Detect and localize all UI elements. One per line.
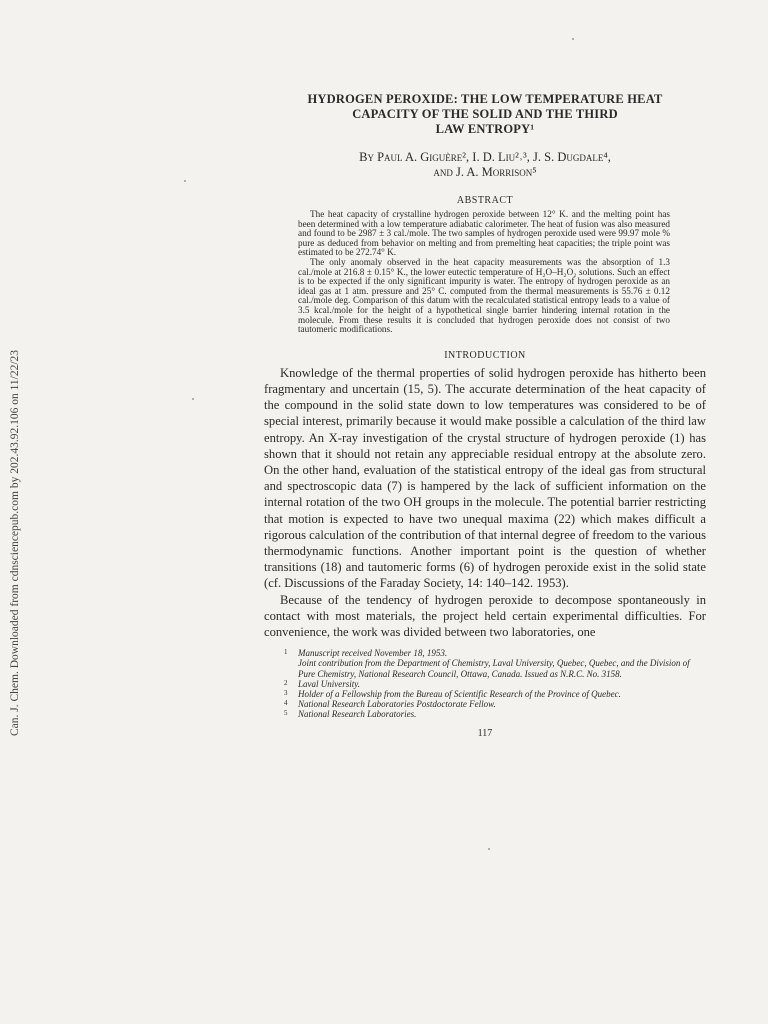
- introduction-heading: INTRODUCTION: [444, 349, 526, 361]
- footnotes: [264, 648, 706, 719]
- footnote-text: National Research Laboratories Postdoctorate Fellow.: [298, 699, 496, 710]
- author-line: and J. A. Morrison⁵: [433, 165, 537, 179]
- title-line: CAPACITY OF THE SOLID AND THE THIRD: [352, 107, 618, 121]
- footnote-text: Joint contribution from the Department of Chemistry, Laval University, Quebec, Quebec, and the Division of Pure Chemistry, National Research Council, Ottawa, Canada. Issued as N.R.C. No. 3158.: [298, 658, 690, 679]
- footnote-text: Laval University.: [298, 678, 360, 689]
- scan-speck: [488, 848, 490, 850]
- footnote-text: Holder of a Fellowship from the Bureau of Scientific Research of the Province of Quebec.: [298, 688, 621, 699]
- footnote: [264, 699, 706, 709]
- title-line: LAW ENTROPY¹: [435, 122, 535, 136]
- title-line: HYDROGEN PEROXIDE: THE LOW TEMPERATURE HEAT: [307, 92, 663, 106]
- paper-page: [264, 92, 706, 739]
- introduction-body: [264, 365, 706, 640]
- scan-speck: [184, 180, 186, 182]
- body-paragraph: Knowledge of the thermal properties of solid hydrogen peroxide has hitherto been fragmentary and uncertain (15, 5). The accurate determination of the heat capacity of the compound in the solid state down to low temperatures was considered to be of special interest, primarily because it would make possible a calculation of the third law entropy. An X-ray investigation of the crystal structure of hydrogen peroxide (1) has shown that it should not retain any appreciable residual entropy at the absolute zero. On the other hand, evaluation of the statistical entropy of the ideal gas from structural and spectroscopic data (7) is hampered by the lack of sufficient information on the internal rotation of the two OH groups in the molecule. The potential barrier restricting that motion is expected to have two unequal maxima (22) which makes difficult a rigorous calculation of the contribution of that internal degree of freedom to the various thermodynamic functions. Another important point is the question of whether transitions (18) and tautomeric forms (6) of hydrogen peroxide exist in the solid state (cf. Discussions of the Faraday Society, 14: 140–142. 1953).: [264, 365, 706, 591]
- abstract: [298, 210, 670, 335]
- abstract-heading: ABSTRACT: [456, 195, 514, 206]
- footnote: [264, 679, 706, 689]
- scan-speck: [192, 398, 194, 400]
- author-list: [264, 150, 706, 180]
- paper-title: [264, 92, 706, 137]
- body-paragraph: Because of the tendency of hydrogen peroxide to decompose spontaneously in contact with most materials, the project held certain experimental difficulties. For convenience, the work was divided between two laboratories, one: [264, 592, 706, 639]
- footnote-continuation: [264, 658, 706, 678]
- page-number: 117: [477, 727, 493, 739]
- scan-speck: [572, 38, 574, 40]
- footnote-mark: 5: [284, 709, 288, 718]
- abstract-paragraph: The heat capacity of crystalline hydrogen peroxide between 12° K. and the melting point has been determined with a low temperature adiabatic calorimeter. The heat of fusion was also measured and found to be 2987 ± 3 cal./mole. The two samples of hydrogen peroxide used were 99.97 mole % pure as deduced from behavior on melting and from premelting heat capacities; the triple point was estimated to be 272.74° K.: [298, 209, 670, 258]
- footnote-mark: 1: [284, 648, 288, 657]
- footnote: [264, 709, 706, 719]
- footnote-text: National Research Laboratories.: [298, 709, 417, 720]
- abstract-paragraph: The only anomaly observed in the heat capacity measurements was the absorption of 1.3 cal./mole at 216.8 ± 0.15° K., the lower eutectic temperature of H₂O–H₂O₂ solutions. Such an effect is to be expected if the only significant impurity is water. The entropy of hydrogen peroxide as an ideal gas at 1 atm. pressure and 25° C. computed from the thermal measurements is 55.76 ± 0.12 cal./mole deg. Comparison of this datum with the recalculated statistical entropy leads to a value of 3.5 kcal./mole for the height of a hypothetical single barrier hindering internal rotation in the molecule. From these results it is concluded that hydrogen peroxide does not consist of two tautomeric modifications.: [298, 256, 670, 335]
- author-line: By Paul A. Giguère², I. D. Liu²˒³, J. S. Dugdale⁴,: [359, 150, 611, 164]
- footnote-mark: 2: [284, 678, 288, 687]
- footnote-mark: 4: [284, 699, 288, 708]
- footnote-text: Manuscript received November 18, 1953.: [298, 648, 448, 659]
- footnote: [264, 648, 706, 658]
- download-watermark: Can. J. Chem. Downloaded from cdnsciencepub.com by 202.43.92.106 on 11/22/23: [9, 349, 21, 736]
- footnote-mark: 3: [284, 688, 288, 697]
- footnote: [264, 689, 706, 699]
